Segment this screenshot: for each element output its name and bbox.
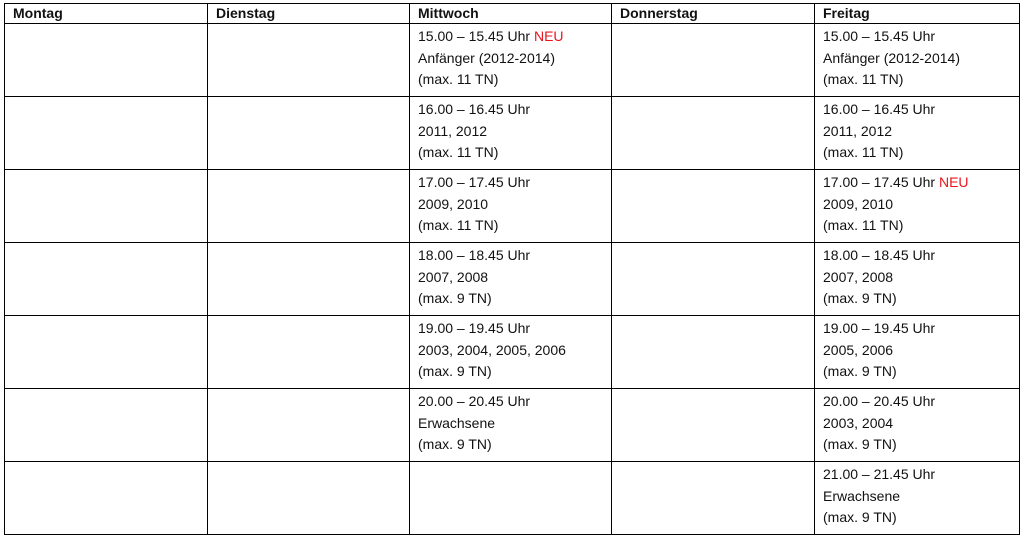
cell-freitag [815,389,1020,462]
slot-group: Erwachsene [823,487,901,504]
cell-donnerstag [612,389,815,462]
schedule-table [4,3,1020,535]
cell-mittwoch [410,389,612,462]
slot-time-line [823,26,1011,48]
slot-time: 18.00 – 18.45 Uhr [823,247,936,263]
slot-capacity: (max. 9 TN) [823,363,897,379]
slot-time-line [823,245,1011,267]
table-row [5,389,1020,462]
slot-time-line [418,391,603,413]
cell-freitag [815,316,1020,389]
slot-group: 2003, 2004 [823,414,894,431]
cell-donnerstag [612,243,815,316]
cell-montag [5,389,208,462]
slot-time: 19.00 – 19.45 Uhr [418,320,531,336]
slot-group: 2009, 2010 [823,195,894,212]
slot-capacity: (max. 9 TN) [418,290,492,306]
schedule-body [5,24,1020,535]
cell-mittwoch [410,97,612,170]
cell-freitag [815,24,1020,97]
cell-montag [5,24,208,97]
slot-group: 2009, 2010 [418,195,489,212]
new-badge: NEU [938,174,969,190]
cell-donnerstag [612,97,815,170]
table-row [5,170,1020,243]
slot-capacity: (max. 11 TN) [823,144,904,160]
slot-time-line [823,464,1011,486]
table-row [5,243,1020,316]
slot-group: Erwachsene [418,414,496,431]
slot-capacity: (max. 11 TN) [418,217,499,233]
cell-mittwoch [410,170,612,243]
header-freitag: Freitag [815,4,1020,24]
slot-group: Anfänger (2012-2014) [823,49,960,66]
cell-freitag [815,462,1020,535]
cell-montag [5,316,208,389]
slot-time: 17.00 – 17.45 Uhr [418,174,531,190]
slot-group: 2011, 2012 [418,122,488,139]
cell-dienstag [208,389,410,462]
slot-time-line [823,391,1011,413]
cell-montag [5,170,208,243]
cell-dienstag [208,462,410,535]
slot-group: 2007, 2008 [418,268,489,285]
table-row [5,24,1020,97]
slot-time-line [823,318,1011,340]
slot-time-line [418,318,603,340]
cell-dienstag [208,97,410,170]
slot-time: 21.00 – 21.45 Uhr [823,466,936,482]
slot-capacity: (max. 11 TN) [418,144,499,160]
slot-time-line [418,26,603,48]
slot-group: 2003, 2004, 2005, 2006 [418,341,566,358]
slot-time-line [418,99,603,121]
slot-capacity: (max. 11 TN) [823,71,904,87]
slot-capacity: (max. 11 TN) [418,71,499,87]
cell-dienstag [208,170,410,243]
cell-mittwoch [410,462,612,535]
header-mittwoch: Mittwoch [410,4,612,24]
cell-freitag [815,170,1020,243]
cell-dienstag [208,24,410,97]
new-badge: NEU [533,28,564,44]
slot-group: 2007, 2008 [823,268,894,285]
slot-capacity: (max. 9 TN) [823,436,897,452]
cell-dienstag [208,243,410,316]
cell-donnerstag [612,316,815,389]
slot-time: 15.00 – 15.45 Uhr [823,28,936,44]
slot-group: 2005, 2006 [823,341,894,358]
cell-mittwoch [410,316,612,389]
schedule-sheet [4,3,1020,535]
cell-donnerstag [612,170,815,243]
cell-mittwoch [410,243,612,316]
cell-freitag [815,243,1020,316]
slot-time-line [418,172,603,194]
header-montag: Montag [5,4,208,24]
table-row [5,316,1020,389]
cell-donnerstag [612,24,815,97]
cell-montag [5,462,208,535]
cell-dienstag [208,316,410,389]
slot-time: 17.00 – 17.45 Uhr [823,174,936,190]
slot-capacity: (max. 9 TN) [823,290,897,306]
slot-capacity: (max. 9 TN) [418,363,492,379]
slot-time: 15.00 – 15.45 Uhr [418,28,531,44]
table-row [5,97,1020,170]
slot-capacity: (max. 11 TN) [823,217,904,233]
cell-freitag [815,97,1020,170]
slot-time: 16.00 – 16.45 Uhr [418,101,531,117]
header-donnerstag: Donnerstag [612,4,815,24]
slot-time: 16.00 – 16.45 Uhr [823,101,936,117]
slot-capacity: (max. 9 TN) [418,436,492,452]
cell-montag [5,97,208,170]
slot-capacity: (max. 9 TN) [823,509,897,525]
header-row [5,4,1020,24]
cell-montag [5,243,208,316]
slot-time-line [823,99,1011,121]
slot-time: 19.00 – 19.45 Uhr [823,320,936,336]
slot-group: Anfänger (2012-2014) [418,49,555,66]
table-row [5,462,1020,535]
slot-time-line [823,172,1011,194]
slot-time: 18.00 – 18.45 Uhr [418,247,531,263]
header-dienstag: Dienstag [208,4,410,24]
cell-donnerstag [612,462,815,535]
slot-time: 20.00 – 20.45 Uhr [418,393,531,409]
slot-group: 2011, 2012 [823,122,893,139]
slot-time-line [418,245,603,267]
cell-mittwoch [410,24,612,97]
slot-time: 20.00 – 20.45 Uhr [823,393,936,409]
